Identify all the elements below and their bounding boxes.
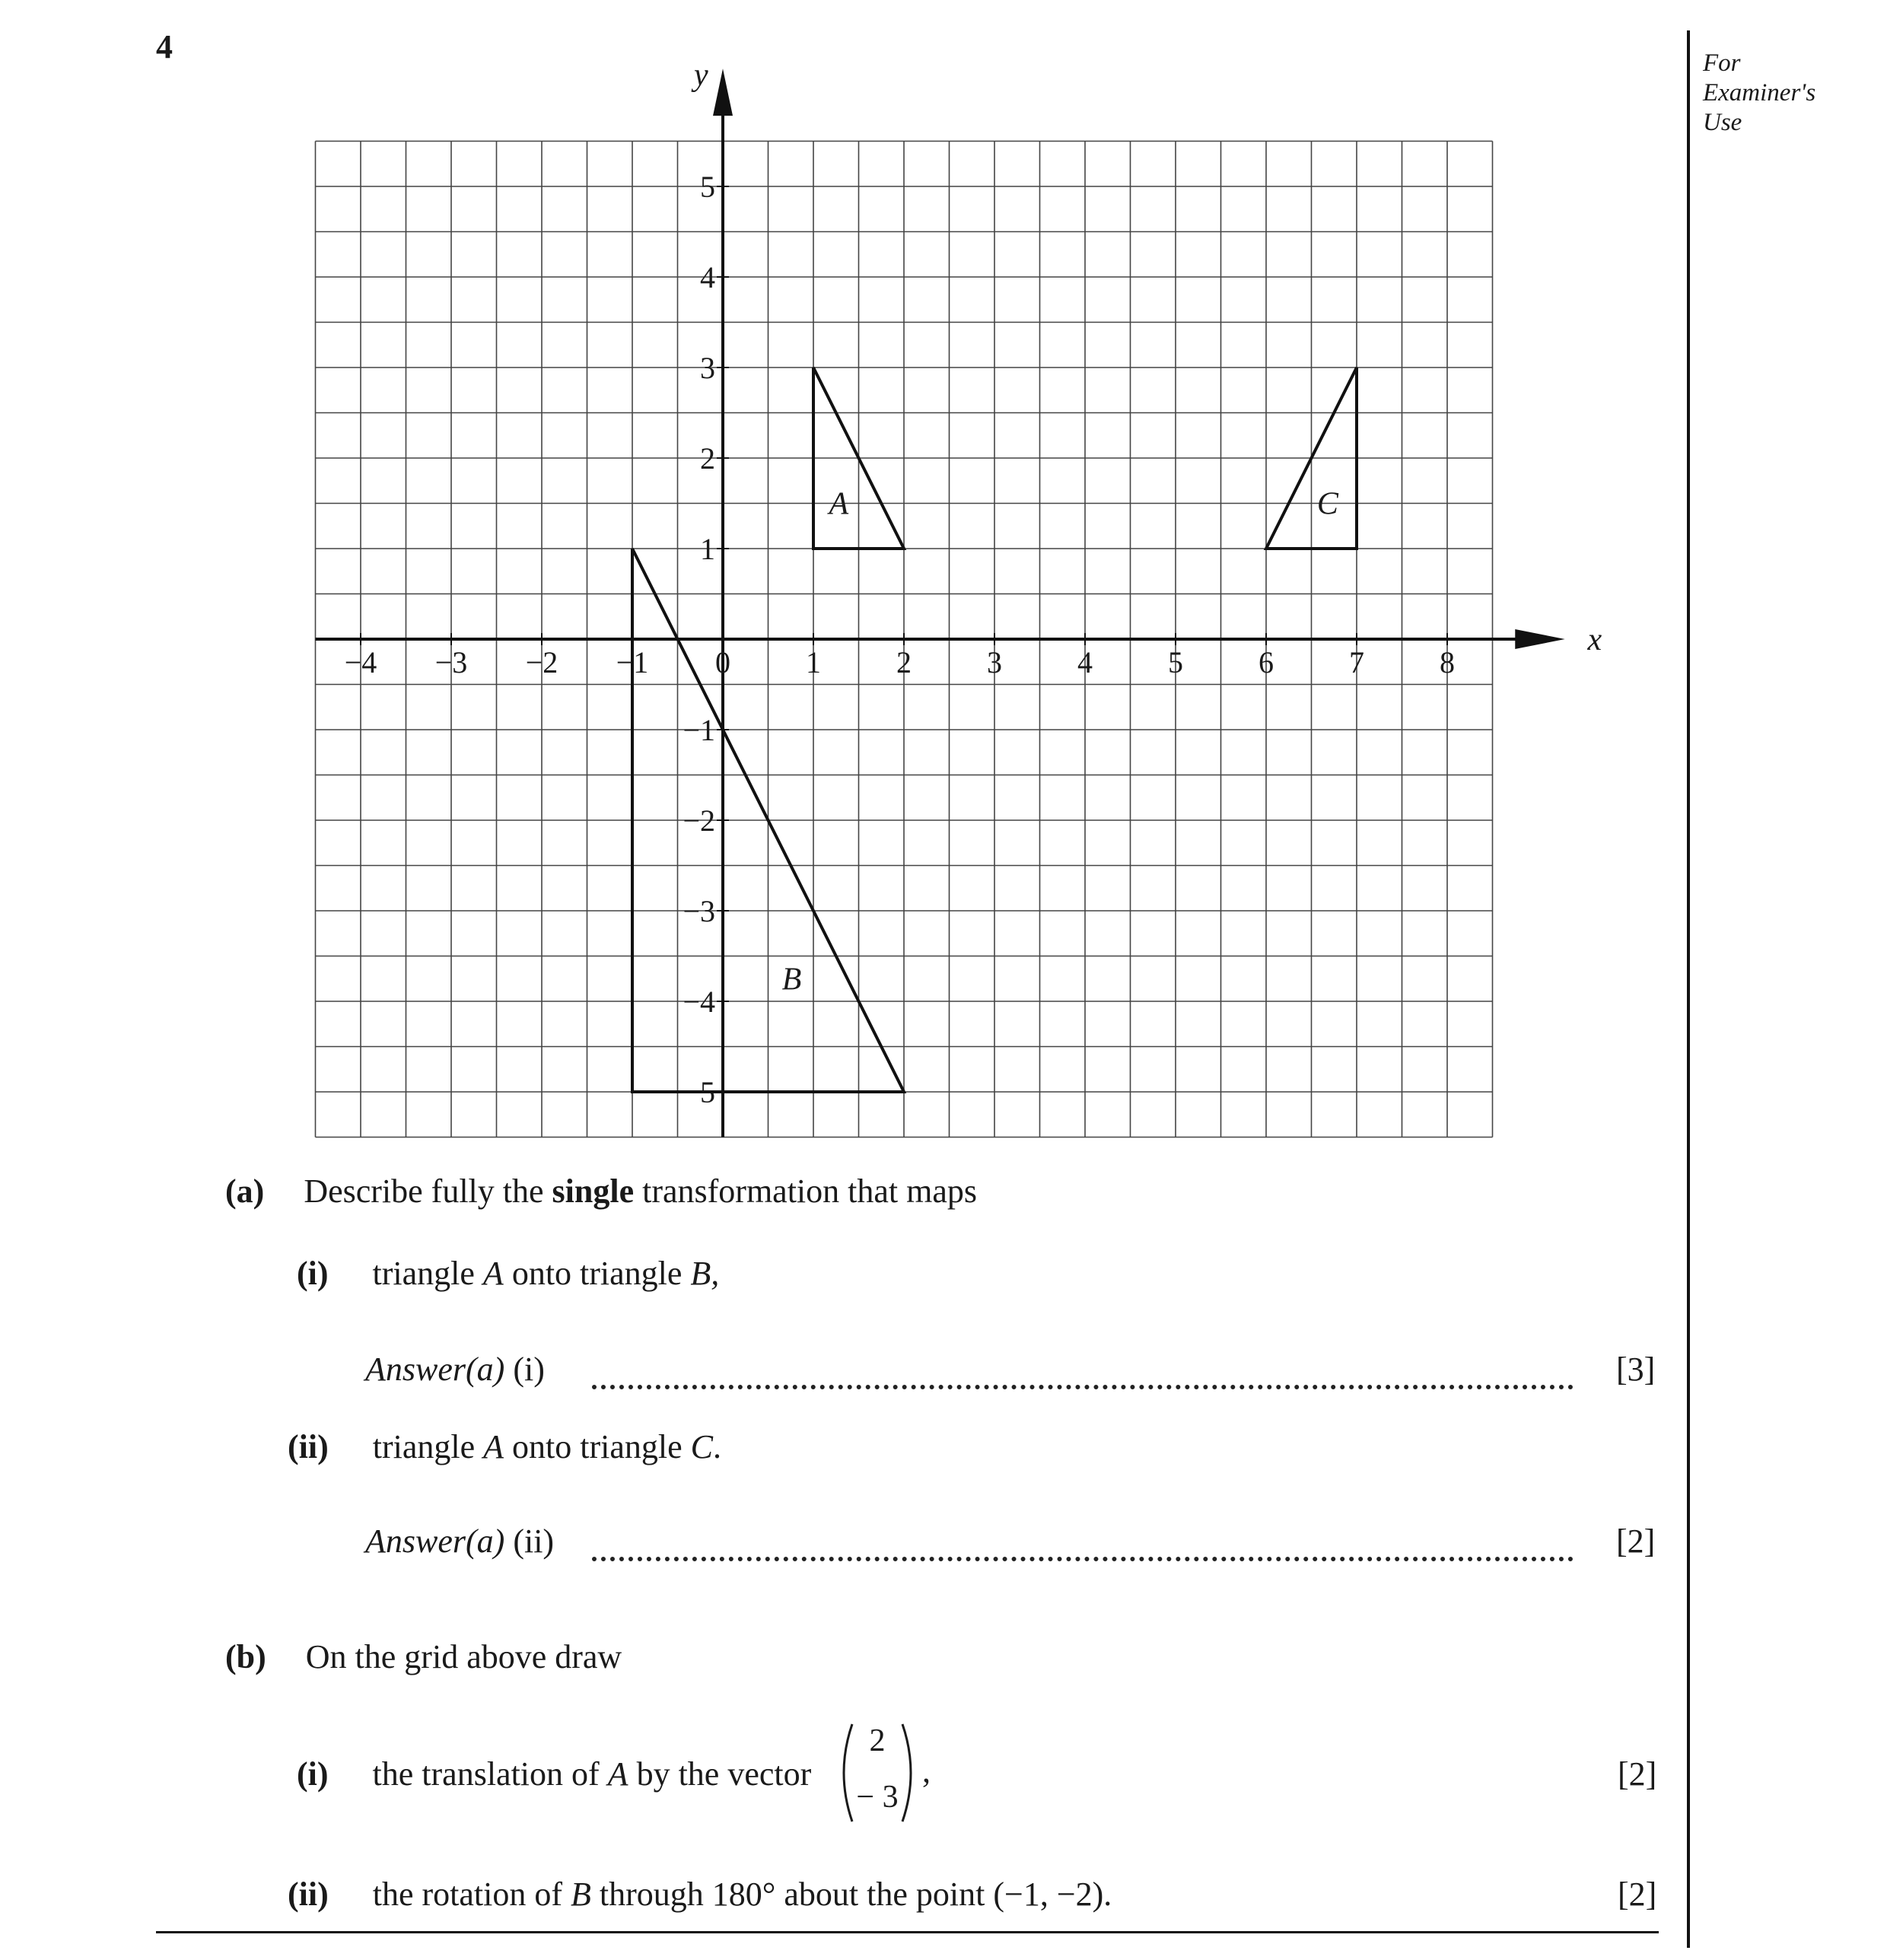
x-tick-label: 2	[896, 645, 912, 679]
answer-a-i-label-italic: Answer(a)	[365, 1351, 505, 1388]
part-a-i-pre: triangle	[372, 1255, 483, 1292]
x-tick-label: 6	[1259, 645, 1274, 679]
examiner-line-3: Use	[1703, 109, 1742, 136]
examiner-line-2: Examiner's	[1703, 79, 1816, 107]
part-b-text: On the grid above draw	[305, 1638, 622, 1675]
part-b-i-shape: A	[607, 1755, 628, 1793]
part-a-ii-label: (ii)	[288, 1428, 329, 1465]
triangle-label-a: A	[829, 486, 849, 522]
part-b-i-post: by the vector	[628, 1755, 812, 1793]
x-tick-label: 7	[1349, 645, 1364, 679]
part-a-i-shape-1: A	[482, 1255, 504, 1292]
y-tick-label: −1	[683, 713, 715, 747]
part-a-text-bold: single	[552, 1172, 635, 1210]
page-number: 4	[156, 28, 173, 65]
vector-bottom: − 3	[856, 1780, 899, 1815]
x-tick-label: −1	[616, 645, 649, 679]
marks-a-i: [3]	[1616, 1351, 1656, 1388]
part-a-ii-shape-2: C	[690, 1428, 714, 1465]
y-tick-label: −2	[683, 803, 715, 838]
part-b-ii-shape: B	[571, 1876, 591, 1913]
part-a-ii-mid: onto triangle	[504, 1428, 691, 1465]
part-b-question	[225, 1637, 622, 1676]
marks-a-ii: [2]	[1616, 1522, 1656, 1560]
part-a-text-after: transformation that maps	[634, 1172, 978, 1210]
x-tick-label: 1	[806, 645, 821, 679]
answer-a-ii-label	[365, 1522, 554, 1561]
triangle-label-c: C	[1316, 486, 1338, 522]
y-tick-label: 5	[700, 170, 715, 204]
answer-a-ii-line[interactable]	[592, 1557, 1574, 1561]
x-tick-label: 5	[1168, 645, 1183, 679]
triangle-label-b: B	[781, 962, 802, 998]
vector-top: 2	[869, 1723, 886, 1758]
answer-a-i-line[interactable]	[592, 1385, 1574, 1389]
part-b-i-question	[297, 1755, 811, 1793]
part-b-ii-question	[288, 1875, 1112, 1914]
marks-b-ii: [2]	[1618, 1876, 1657, 1913]
part-a-i-mid: onto triangle	[503, 1255, 691, 1292]
y-axis-label: y	[694, 58, 708, 94]
x-axis-arrow	[1515, 629, 1564, 649]
x-tick-label: 3	[987, 645, 1002, 679]
part-a-ii-post: .	[713, 1428, 722, 1465]
part-b-i-pre: the translation of	[372, 1755, 608, 1793]
part-a-ii-pre: triangle	[372, 1428, 484, 1465]
y-axis-arrow	[713, 68, 733, 116]
y-tick-label: −4	[683, 985, 715, 1019]
part-b-label: (b)	[225, 1638, 266, 1675]
x-tick-label: −3	[434, 645, 468, 679]
translation-vector	[835, 1720, 919, 1826]
answer-a-ii-label-italic: Answer(a)	[365, 1522, 505, 1560]
part-a-question	[225, 1172, 977, 1211]
y-tick-label: 2	[700, 441, 715, 476]
vector-comma: ,	[922, 1752, 931, 1790]
x-tick-label: 8	[1440, 645, 1455, 679]
x-tick-label: 0	[715, 645, 730, 679]
bottom-rule	[156, 1931, 1659, 1933]
answer-a-i-label	[365, 1350, 545, 1389]
part-a-i-shape-2: B,	[690, 1255, 720, 1292]
part-b-ii-label: (ii)	[288, 1876, 329, 1913]
part-a-i-label: (i)	[297, 1255, 329, 1292]
part-b-i-label: (i)	[297, 1755, 329, 1793]
y-tick-label: 4	[700, 260, 715, 294]
y-tick-label: −3	[683, 894, 715, 928]
y-tick-label: 3	[700, 351, 715, 385]
answer-a-ii-part: (ii)	[504, 1522, 555, 1560]
x-tick-label: −2	[525, 645, 558, 679]
y-tick-label: −5	[683, 1075, 715, 1109]
examiner-line-1: For	[1703, 49, 1741, 77]
marks-b-i: [2]	[1618, 1755, 1657, 1793]
part-b-ii-pre: the rotation of	[372, 1876, 571, 1913]
part-b-ii-post: through 180° about the point (−1, −2).	[590, 1876, 1112, 1913]
x-axis-label: x	[1587, 622, 1602, 657]
answer-a-i-part: (i)	[504, 1351, 545, 1388]
part-a-text-before: Describe fully the	[304, 1172, 552, 1210]
part-a-label: (a)	[225, 1172, 265, 1210]
part-a-ii-question	[288, 1427, 721, 1466]
part-a-ii-shape-1: A	[483, 1428, 504, 1465]
x-tick-label: −4	[344, 645, 377, 679]
x-tick-label: 4	[1077, 645, 1093, 679]
part-a-i-question	[297, 1254, 719, 1293]
y-tick-label: 1	[700, 532, 715, 566]
